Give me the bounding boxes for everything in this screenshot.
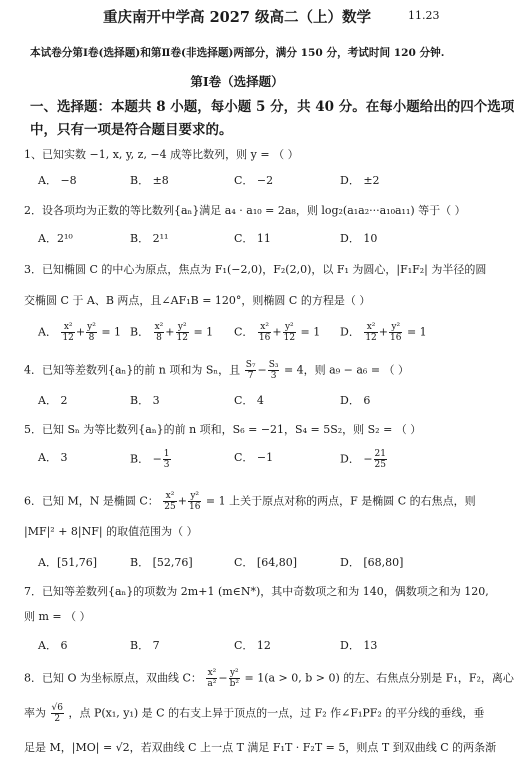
q3-option-d: D． $\frac{\text{x²}}{12}$ + $\frac{\text{y²}}{16}$ = 1 xyxy=(340,322,427,343)
q3-option-a: A． $\frac{\text{x²}}{12}$ + $\frac{\text{y²}}{8}$ = 1 xyxy=(38,322,122,343)
exam-intro: 本试卷分第Ⅰ卷(选择题)和第Ⅱ卷(非选择题)两部分，满分 150 分，考试时间 120 分钟. xyxy=(30,47,445,59)
question-4-stem: 4．已知等差数列{aₙ}的前 n 项和为 Sₙ，且 $\frac{\text{S₇}}{7}$ − $\frac{\text{S₃}}{3}$ = 4，则 a₉ − a₆ = （ ） xyxy=(24,360,410,381)
q5-option-a: A． 3 xyxy=(38,451,68,464)
question-4-options xyxy=(38,392,458,420)
exam-date: 11.23 xyxy=(408,9,440,22)
q1-option-d: D． ±2 xyxy=(340,174,380,187)
q1-option-a: A． −8 xyxy=(38,174,77,187)
exam-title: 重庆南开中学高 2027 级高二（上）数学 xyxy=(103,9,371,26)
q7-option-d: D． 13 xyxy=(340,639,378,652)
q5-option-c: C． −1 xyxy=(234,451,274,464)
q4-option-b: B． 3 xyxy=(130,394,160,407)
question-7-stem-line1: 7．已知等差数列{aₙ}的项数为 2m+1 (m∈N*)，其中奇数项之和为 140，偶数项之和为 120, xyxy=(24,585,489,598)
q6-option-c: C． [64,80] xyxy=(234,556,297,569)
q2-option-b: B． 2¹¹ xyxy=(130,232,169,245)
question-6-stem-line1: 6．已知 M，N 是椭圆 C： $\frac{\text{x²}}{25}$ + $\frac{\text{y²}}{16}$ = 1 上关于原点对称的两点，F 是椭圆 C 的右焦点，则 xyxy=(24,491,476,512)
question-8-stem-line1: 8．已知 O 为坐标原点，双曲线 C： $\frac{\text{x²}}{\text{a²}}$ − $\frac{\text{y²}}{\text{b²}}$ = 1(a > 0, b > 0) 的左、右焦点分别是 F₁，F₂，离心 xyxy=(24,668,514,689)
q5-option-b: B． − $\frac{1}{3}$ xyxy=(130,449,170,470)
question-1-stem: 1、已知实数 −1, x, y, z, −4 成等比数列，则 y = （ ） xyxy=(24,148,299,161)
question-2-stem: 2．设各项均为正数的等比数列{aₙ}满足 a₄ · a₁₀ = 2a₈，则 log₂(a₁a₂···a₁₀a₁₁) 等于（ ） xyxy=(24,204,466,217)
question-5-stem: 5．已知 Sₙ 为等比数列{aₙ}的前 n 项和，S₆ = −21，S₄ = 5S₂，则 S₂ = （ ） xyxy=(24,423,422,436)
q7-option-a: A． 6 xyxy=(38,639,68,652)
question-3-stem-line1: 3．已知椭圆 C 的中心为原点，焦点为 F₁(−2,0)，F₂(2,0)，以 F₁ 为圆心，|F₁F₂| 为半径的圆 xyxy=(24,263,487,276)
question-6-options xyxy=(38,554,458,582)
question-2-options xyxy=(38,230,458,258)
q6-option-a: A．[51,76] xyxy=(38,556,98,569)
question-6-stem-line2: |MF|² + 8|NF| 的取值范围为（ ） xyxy=(24,525,198,538)
q2-option-a: A．2¹⁰ xyxy=(38,232,73,245)
q6-option-d: D． [68,80] xyxy=(340,556,404,569)
q1-option-b: B． ±8 xyxy=(130,174,169,187)
question-8-stem-line2: 率为 $\frac{√6}{2}$ ，点 P(x₁, y₁) 是 C 的右支上异于顶点的一点，过 F₂ 作∠F₁PF₂ 的平分线的垂线，垂 xyxy=(24,703,485,724)
q2-option-c: C． 11 xyxy=(234,232,271,245)
q4-option-d: D． 6 xyxy=(340,394,371,407)
q3-option-b: B． $\frac{\text{x²}}{8}$ + $\frac{\text{y²}}{12}$ = 1 xyxy=(130,322,214,343)
q1-option-c: C． −2 xyxy=(234,174,274,187)
section-instructions-line2: 中，只有一项是符合题目要求的。 xyxy=(30,122,233,138)
question-8-stem-line3: 足是 M，|MO| = √2，若双曲线 C 上一点 T 满足 F₁T · F₂T = 5，则点 T 到双曲线 C 的两条渐 xyxy=(24,741,497,754)
question-1-options xyxy=(38,172,458,200)
question-3-options xyxy=(38,322,458,350)
section-instructions-line1: 一、选择题：本题共 8 小题，每小题 5 分，共 40 分。在每小题给出的四个选项 xyxy=(30,99,514,115)
q4-option-c: C． 4 xyxy=(234,394,264,407)
q2-option-d: D． 10 xyxy=(340,232,378,245)
question-5-options xyxy=(38,449,458,477)
q6-option-b: B． [52,76] xyxy=(130,556,193,569)
q7-option-c: C． 12 xyxy=(234,639,271,652)
part-heading: 第Ⅰ卷（选择题） xyxy=(190,74,284,89)
question-7-options xyxy=(38,637,458,665)
question-3-stem-line2: 交椭圆 C 于 A、B 两点，且∠AF₁B = 120°，则椭圆 C 的方程是（ ） xyxy=(24,294,371,307)
q4-option-a: A． 2 xyxy=(38,394,68,407)
q7-option-b: B． 7 xyxy=(130,639,160,652)
question-7-stem-line2: 则 m = （ ） xyxy=(24,610,91,623)
q3-option-c: C． $\frac{\text{x²}}{16}$ + $\frac{\text{y²}}{12}$ = 1 xyxy=(234,322,321,343)
q5-option-d: D． − $\frac{21}{25}$ xyxy=(340,449,386,470)
